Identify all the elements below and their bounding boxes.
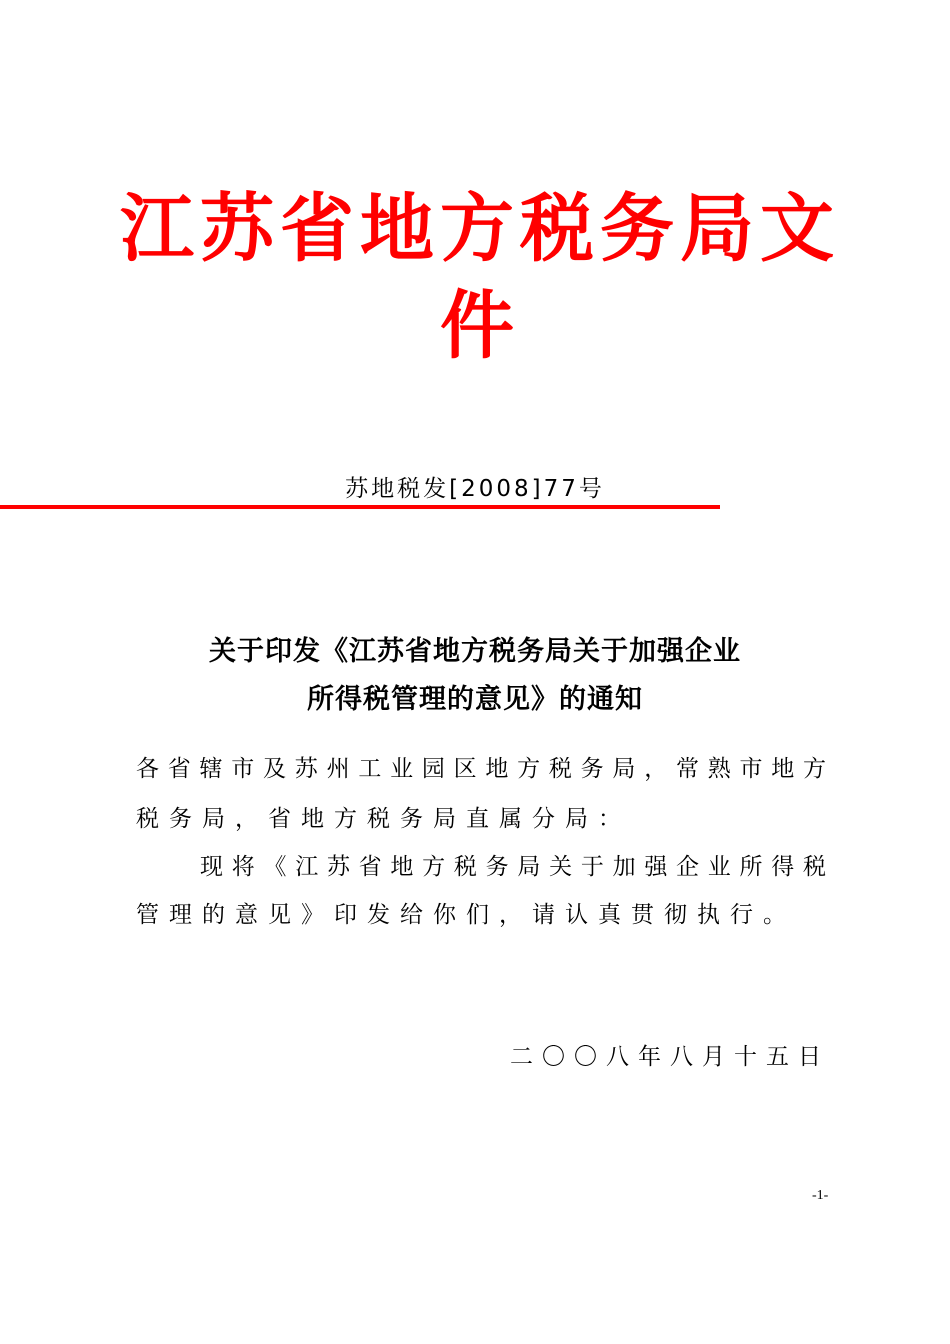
document-number: 苏地税发[2008]77号 [345,476,605,502]
page-number: -1- [812,1188,829,1203]
recipients-line-2: 税务局，省地方税务局直属分局： [136,806,631,832]
red-divider-line [0,505,720,509]
issuer-header-line-1: 江苏省地方税务局文 [120,186,840,272]
issue-date: 二〇〇八年八月十五日 [510,1044,830,1070]
body-paragraph-line-2: 管理的意见》印发给你们，请认真贯彻执行。 [136,902,796,928]
notice-title-line-2: 所得税管理的意见》的通知 [307,684,643,716]
recipients-line-1: 各省辖市及苏州工业园区地方税务局，常熟市地方 [136,756,826,782]
notice-title-line-1: 关于印发《江苏省地方税务局关于加强企业 [209,636,741,668]
issuer-header-line-2: 件 [440,283,520,369]
body-paragraph-line-1: 现将《江苏省地方税务局关于加强企业所得税 [200,854,826,880]
